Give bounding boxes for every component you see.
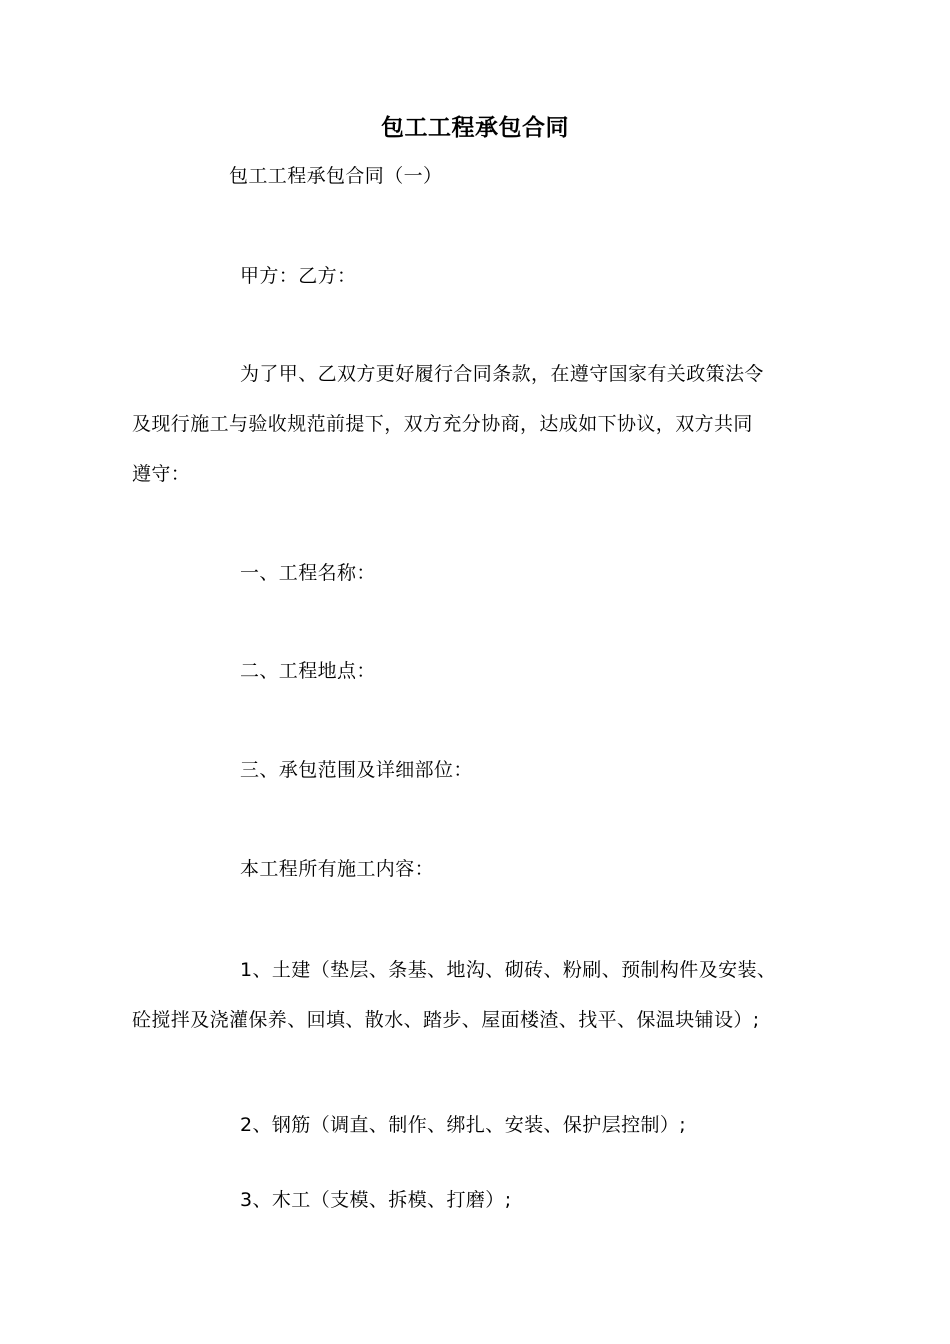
document-title: 包工工程承包合同 (381, 115, 569, 141)
document-subtitle: 包工工程承包合同（一） (229, 165, 443, 187)
intro-line-2: 及现行施工与验收规范前提下，双方充分协商，达成如下协议，双方共同 (132, 413, 753, 435)
scope-heading: 本工程所有施工内容： (240, 858, 435, 880)
intro-line-3: 遵守： (132, 463, 191, 485)
section-project-name: 一、工程名称： (240, 562, 376, 584)
parties-line: 甲方：乙方： (240, 265, 357, 287)
item-1-line-1: 1、土建（垫层、条基、地沟、砌砖、粉刷、预制构件及安装、 (240, 959, 777, 981)
item-3: 3、木工（支模、拆模、打磨）; (240, 1189, 512, 1211)
item-2: 2、钢筋（调直、制作、绑扎、安装、保护层控制）; (240, 1114, 687, 1136)
item-1-line-2: 砼搅拌及浇灌保养、回填、散水、踏步、屋面楼渣、找平、保温块铺设）; (132, 1009, 760, 1031)
section-contract-scope: 三、承包范围及详细部位： (240, 759, 473, 781)
section-project-location: 二、工程地点： (240, 660, 376, 682)
intro-line-1: 为了甲、乙双方更好履行合同条款，在遵守国家有关政策法令 (240, 363, 764, 385)
